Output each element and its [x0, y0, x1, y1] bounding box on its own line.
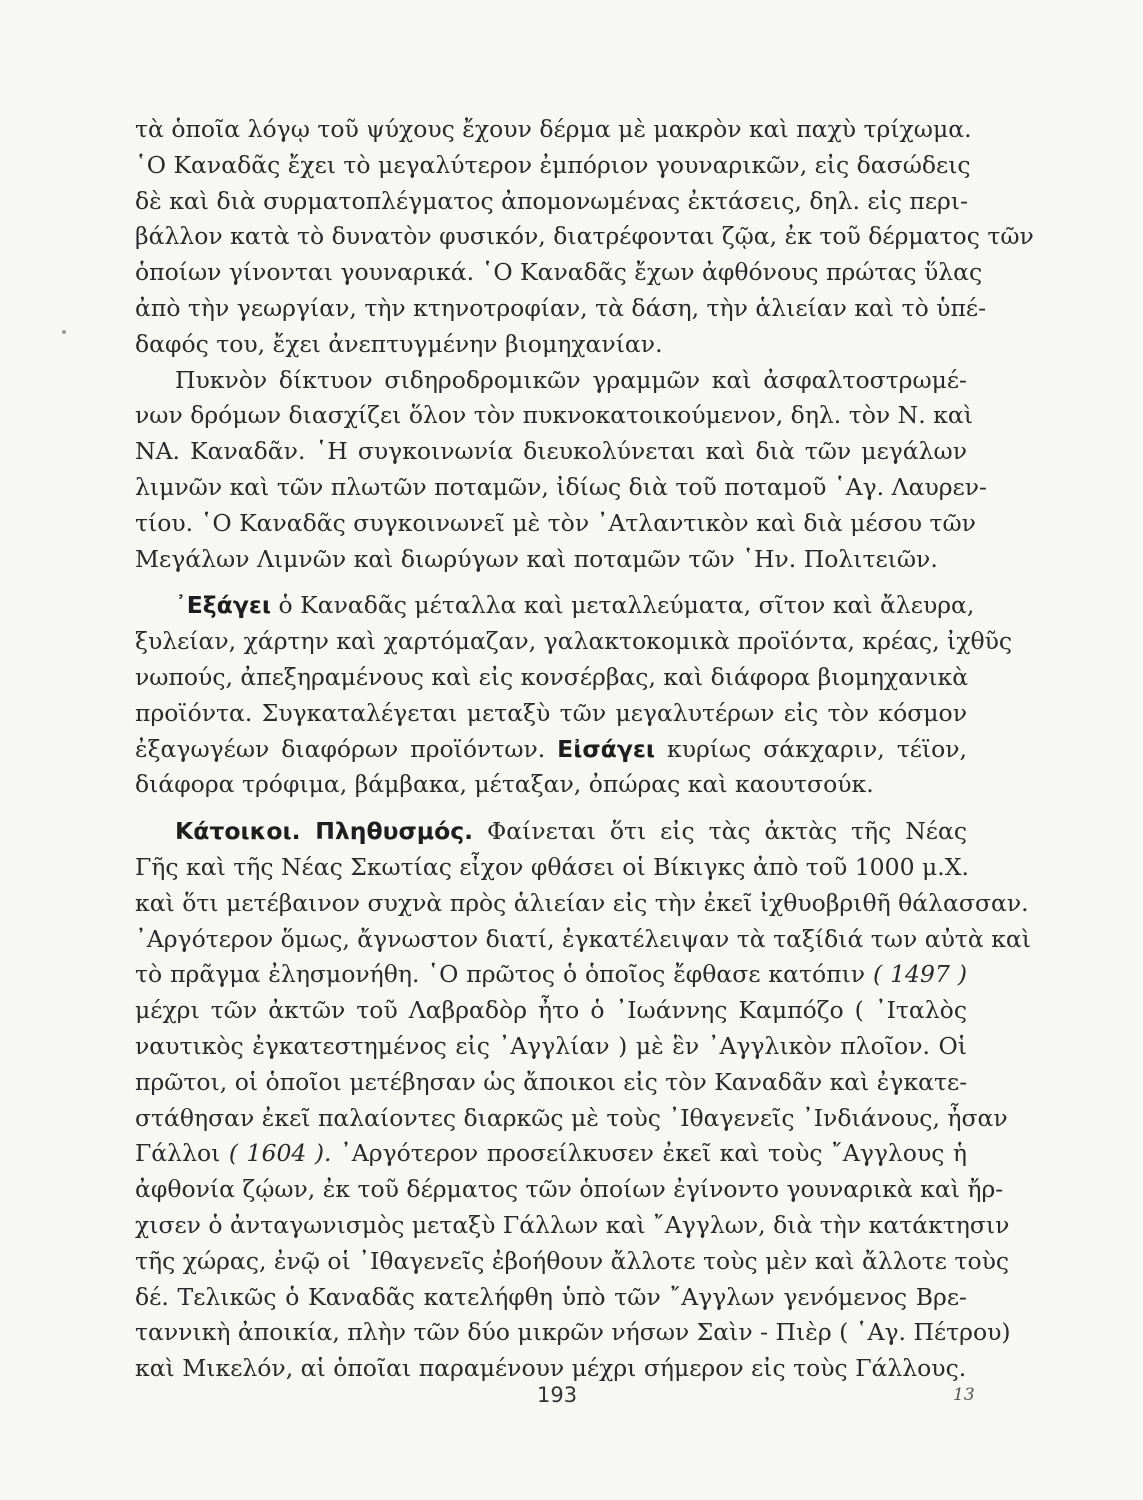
paper-speck: [62, 330, 66, 334]
paragraph-trade: [135, 588, 1013, 803]
text-line: [135, 814, 967, 850]
text-run: Γάλλοι: [135, 1139, 229, 1168]
imports-keyword: Εἰσάγει: [557, 734, 656, 763]
text-line: πρῶτοι, οἱ ὁποῖοι μετέβησαν ὡς ἄποικοι εἰς τὸν Καναδᾶν καὶ ἐγκατε-: [135, 1067, 968, 1096]
text-line: ναυτικὸς ἐγκατεστημένος εἰς ᾿Αγγλίαν ) μὲ ἓν ᾿Αγγλικὸν πλοῖον. Οἱ: [135, 1031, 967, 1060]
section-heading: Κάτοικοι. Πληθυσμός.: [175, 817, 474, 846]
text-run: ᾿Αργότερον προσείλκυσεν ἐκεῖ καὶ τοὺς ῎Αγγλους ἡ: [331, 1139, 967, 1168]
text-line: ῾Ο Καναδᾶς ἔχει τὸ μεγαλύτερον ἐμπόριον γουναρικῶν, εἰς δασώδεις: [135, 150, 971, 179]
text-line: τίου. ῾Ο Καναδᾶς συγκοινωνεῖ μὲ τὸν ᾿Ατλαντικὸν καὶ διὰ μέσου τῶν: [135, 508, 976, 537]
text-line: Γῆς καὶ τῆς Νέας Σκωτίας εἶχον φθάσει οἱ Βίκιγκς ἀπὸ τοῦ 1000 μ.Χ.: [135, 852, 969, 881]
text-line: δὲ καὶ διὰ συρματοπλέγματος ἀπομονωμένας ἐκτάσεις, δηλ. εἰς περι-: [135, 186, 969, 215]
year-1604: ( 1604 ).: [228, 1139, 332, 1168]
text-line: τῆς χώρας, ἐνῷ οἱ ᾿Ιθαγενεῖς ἐβοήθουν ἄλλοτε τοὺς μὲν καὶ ἄλλοτε τοὺς: [135, 1246, 1010, 1275]
text-line: καὶ ὅτι μετέβαινον συχνὰ πρὸς ἁλιείαν εἰς τὴν ἐκεῖ ἰχθυοβριθῆ θάλασσαν.: [135, 888, 1029, 917]
text-line: [135, 957, 967, 993]
text-line: καὶ Μικελόν, αἱ ὁποῖαι παραμένουν μέχρι σήμερον εἰς τοὺς Γάλλους.: [135, 1354, 967, 1383]
text-line: ὁποίων γίνονται γουναρικά. ῾Ο Καναδᾶς ἔχων ἀφθόνους πρώτας ὕλας: [135, 258, 983, 287]
text-line: νων δρόμων διασχίζει ὅλον τὸν πυκνοκατοικούμενον, δηλ. τὸν Ν. καὶ: [135, 401, 973, 430]
year-1497: ( 1497 ): [873, 960, 967, 989]
text-line: δέ. Τελικῶς ὁ Καναδᾶς κατελήφθη ὑπὸ τῶν ῎Αγγλων γενόμενος Βρε-: [135, 1282, 967, 1311]
text-line: διάφορα τρόφιμα, βάμβακα, μέταξαν, ὀπώρας καὶ καουτσούκ.: [135, 770, 874, 799]
text-run: ὁ Καναδᾶς μέταλλα καὶ μεταλλεύματα, σῖτον καὶ ἄλευρα,: [271, 591, 975, 620]
text-line: προϊόντα. Συγκαταλέγεται μεταξὺ τῶν μεγαλυτέρων εἰς τὸν κόσμον: [135, 698, 967, 727]
paragraph-inhabitants: [135, 814, 1031, 1387]
page-number: 193: [537, 1383, 578, 1407]
text-line: τὰ ὁποῖα λόγῳ τοῦ ψύχους ἔχουν δέρμα μὲ μακρὸν καὶ παχὺ τρίχωμα.: [135, 115, 972, 143]
text-line: λιμνῶν καὶ τῶν πλωτῶν ποταμῶν, ἰδίως διὰ τοῦ ποταμοῦ ῾Αγ. Λαυρεν-: [135, 472, 987, 501]
paragraph-fur-trade: [135, 112, 1034, 363]
text-line: ταννικὴ ἀποικία, πλὴν τῶν δύο μικρῶν νήσων Σαὶν - Πιὲρ ( ῾Αγ. Πέτρου): [135, 1318, 1011, 1347]
text-line: ἀφθονία ζῴων, ἐκ τοῦ δέρματος τῶν ὁποίων ἐγίνοντο γουναρικὰ καὶ ἤρ-: [135, 1175, 1004, 1204]
text-line: [135, 1136, 967, 1172]
text-run: ἐξαγωγέων διαφόρων προϊόντων.: [135, 734, 558, 763]
text-line: [135, 588, 975, 624]
text-run: Φαίνεται ὅτι εἰς τὰς ἀκτὰς τῆς Νέας: [473, 817, 967, 846]
text-run: κυρίως σάκχαριν, τέϊον,: [655, 734, 967, 763]
text-run: τὸ πρᾶγμα ἐλησμονήθη. ῾Ο πρῶτος ὁ ὁποῖος ἔφθασε κατόπιν: [135, 960, 873, 989]
text-line: ἀπὸ τὴν γεωργίαν, τὴν κτηνοτροφίαν, τὰ δάση, τὴν ἁλιείαν καὶ τὸ ὑπέ-: [135, 293, 987, 322]
text-line: ΝΑ. Καναδᾶν. ῾Η συγκοινωνία διευκολύνεται καὶ διὰ τῶν μεγάλων: [135, 437, 967, 466]
text-line: νωπούς, ἀπεξηραμένους καὶ εἰς κονσέρβας, καὶ διάφορα βιομηχανικὰ: [135, 662, 969, 691]
body-text: [135, 112, 1034, 1387]
text-line: ᾿Αργότερον ὅμως, ἄγνωστον διατί, ἐγκατέλειψαν τὰ ταξίδιά των αὐτὰ καὶ: [135, 924, 1031, 953]
text-line: βάλλον κατὰ τὸ δυνατὸν φυσικόν, διατρέφονται ζῷα, ἐκ τοῦ δέρματος τῶν: [135, 222, 1034, 251]
text-line: ξυλείαν, χάρτην καὶ χαρτόμαζαν, γαλακτοκομικὰ προϊόντα, κρέας, ἰχθῦς: [135, 627, 1013, 656]
paragraph-transport: [135, 363, 987, 578]
text-line: δαφός του, ἔχει ἀνεπτυγμένην βιομηχανίαν.: [135, 329, 663, 358]
text-line: Πυκνὸν δίκτυον σιδηροδρομικῶν γραμμῶν καὶ ἀσφαλτοστρωμέ-: [175, 365, 967, 394]
text-line: Μεγάλων Λιμνῶν καὶ διωρύγων καὶ ποταμῶν τῶν ῾Ην. Πολιτειῶν.: [135, 544, 938, 573]
signature-mark: 13: [953, 1385, 975, 1405]
text-line: [135, 732, 967, 768]
text-line: στάθησαν ἐκεῖ παλαίοντες διαρκῶς μὲ τοὺς ᾿Ιθαγενεῖς ᾿Ινδιάνους, ἦσαν: [135, 1103, 1008, 1132]
exports-keyword: ᾿Εξάγει: [175, 591, 272, 620]
text-line: μέχρι τῶν ἀκτῶν τοῦ Λαβραδὸρ ἦτο ὁ ᾿Ιωάννης Καμπόζο ( ᾿Ιταλὸς: [135, 996, 967, 1025]
text-line: χισεν ὁ ἀνταγωνισμὸς μεταξὺ Γάλλων καὶ ῎Αγγλων, διὰ τὴν κατάκτησιν: [135, 1210, 1010, 1239]
